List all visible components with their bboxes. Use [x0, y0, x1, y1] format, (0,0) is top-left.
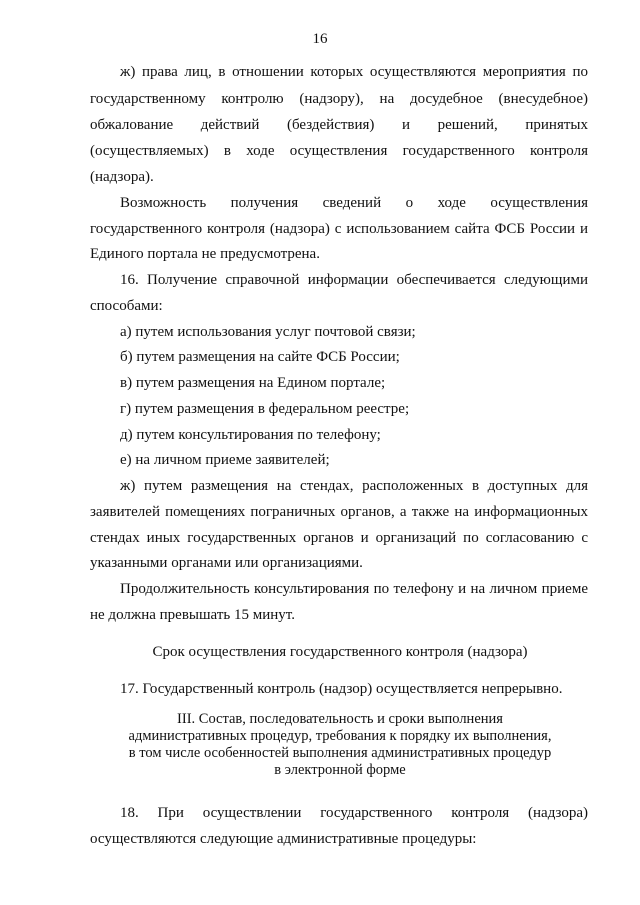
- paragraph-line: 18. При осуществлении государственного контроля (надзора): [120, 805, 588, 821]
- paragraph-line: не должна превышать 15 минут.: [90, 607, 295, 623]
- list-item: б) путем размещения на сайте ФСБ России;: [120, 349, 400, 365]
- list-item: е) на личном приеме заявителей;: [120, 452, 330, 468]
- paragraph-line: Возможность получения сведений о ходе осуществления: [120, 195, 588, 211]
- paragraph-line: обжалование действий (бездействия) и решений, принятых: [90, 117, 588, 133]
- paragraph-line: Единого портала не предусмотрена.: [90, 246, 320, 262]
- section-heading: Срок осуществления государственного контроля (надзора): [152, 644, 528, 660]
- paragraph-line: государственному контролю (надзору), на досудебное (внесудебное): [90, 91, 588, 107]
- paragraph-line: осуществляются следующие административные процедуры:: [90, 831, 477, 847]
- list-item: д) путем консультирования по телефону;: [120, 427, 381, 443]
- list-item: в) путем размещения на Едином портале;: [120, 375, 386, 391]
- paragraph-line: 17. Государственный контроль (надзор) осуществляется непрерывно.: [120, 681, 563, 697]
- paragraph-line: 16. Получение справочной информации обеспечивается следующими: [120, 272, 588, 288]
- paragraph-line: заявителей помещениях пограничных органов, а также на информационных: [90, 504, 588, 520]
- list-item: г) путем размещения в федеральном реестре;: [120, 401, 410, 417]
- chapter-heading-line: III. Состав, последовательность и сроки выполнения: [177, 711, 503, 727]
- paragraph-line: (надзора).: [90, 169, 154, 185]
- paragraph-line: ж) права лиц, в отношении которых осуществляются мероприятия по: [120, 64, 588, 80]
- chapter-heading-line: в электронной форме: [274, 762, 406, 778]
- list-item: а) путем использования услуг почтовой связи;: [120, 324, 416, 340]
- paragraph-line: государственного контроля (надзора) с использованием сайта ФСБ России и: [90, 221, 588, 237]
- chapter-heading-line: административных процедур, требования к порядку их выполнения,: [128, 728, 552, 744]
- page-number: 16: [312, 31, 328, 47]
- paragraph-line: стендах иных государственных органов и организаций по согласованию с: [90, 530, 588, 546]
- paragraph-line: (осуществляемых) в ходе осуществления государственного контроля: [90, 143, 588, 159]
- list-item: ж) путем размещения на стендах, расположенных в доступных для: [120, 478, 588, 494]
- chapter-heading-line: в том числе особенностей выполнения административных процедур: [128, 745, 552, 761]
- paragraph-line: способами:: [90, 298, 163, 314]
- paragraph-line: Продолжительность консультирования по телефону и на личном приеме: [120, 581, 588, 597]
- paragraph-line: указанными органами или организациями.: [90, 555, 363, 571]
